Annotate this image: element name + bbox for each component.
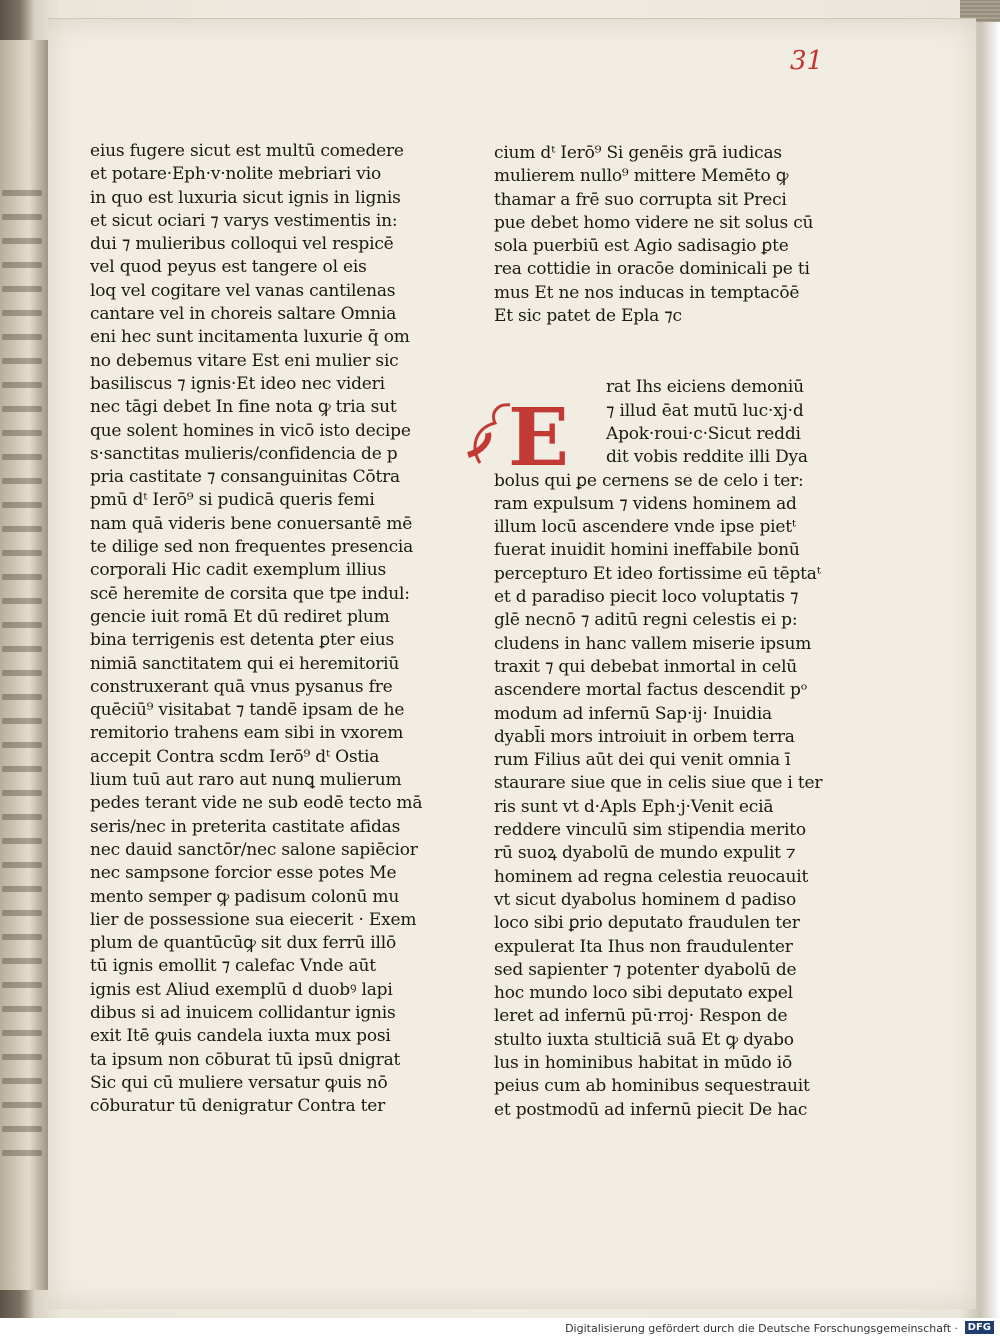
- text-line: glē necnō ⁊ aditū regni celestis ei p:: [494, 610, 798, 631]
- text-line: ⁊ illud ēat mutū luc·xj·d: [606, 400, 804, 421]
- text-line: cantare vel in choreis saltare Omnia: [90, 304, 397, 325]
- text-line: eius fugere sicut est multū comedere: [90, 141, 404, 161]
- funding-credit: Digitalisierung gefördert durch die Deutsche Forschungsgemeinschaft ·: [565, 1322, 958, 1335]
- text-line: rū suoꝝ dyabolū de mundo expulit ⁊: [494, 843, 796, 864]
- text-line: fuerat inuidit homini ineffabile bonū: [494, 540, 800, 561]
- text-line: ignis est Aliud exemplū d duobꝰ lapi: [90, 979, 393, 1000]
- text-line: ris sunt vt d·Apls Eph·j·Venit eciā: [494, 796, 774, 817]
- right-column-bottom-block: [494, 470, 834, 1122]
- text-line: bolus qui ꝑe cernens se de celo i ter:: [494, 470, 804, 491]
- text-line: pria castitate ⁊ consanguinitas Cōtra: [90, 467, 400, 488]
- text-line: vt sicut dyabolus hominem d padiso: [494, 889, 797, 910]
- text-line: gencie iuit romā Et dū rediret plum: [90, 606, 390, 627]
- text-line: ram expulsum ⁊ videns hominem ad: [494, 493, 797, 514]
- text-line: pedes terant vide ne sub eodē tecto mā: [90, 793, 423, 814]
- text-line: illum locū ascendere vnde ipse pietᵗ: [494, 517, 796, 538]
- text-line: s·sanctitas mulieris/confidencia de p: [90, 443, 398, 464]
- text-line: mento semper ꝙ padisum colonū mu: [90, 886, 400, 907]
- text-line: Et sic patet de Epla ⁊c: [494, 306, 682, 327]
- text-column-left: [90, 140, 460, 1118]
- text-line: dibus si ad inuicem collidantur ignis: [90, 1002, 396, 1023]
- text-line: exit Itē ꝙuis candela iuxta mux posi: [90, 1026, 391, 1047]
- text-line: te dilige sed non frequentes presencia: [90, 537, 414, 558]
- text-line: accepit Contra scdm Ierō⁹ dᵗ Ostia: [90, 746, 380, 767]
- text-line: sed sapienter ⁊ potenter dyabolū de: [494, 959, 797, 980]
- text-line: percepturo Et ideo fortissime eū tēptaᵗ: [494, 563, 821, 584]
- text-line: seris/nec in preterita castitate afidas: [90, 816, 401, 837]
- text-line: eni hec sunt incitamenta luxurie q̄ om: [90, 327, 410, 348]
- text-line: vel quod peyus est tangere ol eis: [90, 257, 367, 278]
- text-line: nimiā sanctitatem qui ei heremitoriū: [90, 653, 400, 674]
- text-line: reddere vinculū sim stipendia merito: [494, 820, 806, 841]
- text-line: lium tuū aut raro aut nunꝗ mulierum: [90, 770, 402, 791]
- text-line: loco sibi ꝑrio deputato fraudulen ter: [494, 913, 800, 934]
- text-line: leret ad infernū pū·rroj· Respon de: [494, 1006, 788, 1027]
- text-line: cium dᵗ Ierō⁹ Si genēis grā iudicas: [494, 143, 782, 163]
- text-line: modum ad infernū Sap·ij· Inuidia: [494, 703, 772, 724]
- text-line: remitorio trahens eam sibi in vxorem: [90, 723, 404, 744]
- dfg-logo: DFG: [965, 1321, 994, 1334]
- text-line: nec tāgi debet In fine nota ꝙ tria sut: [90, 397, 397, 418]
- text-line: no debemus vitare Est eni mulier sic: [90, 350, 399, 371]
- text-line: thamar a frē suo corrupta sit Preci: [494, 189, 787, 210]
- text-line: nec dauid sanctōr/nec salone sapiēcior: [90, 839, 418, 860]
- text-line: expulerat Ita Ihus non fraudulenter: [494, 936, 793, 957]
- text-line: quēciū⁹ visitabat ⁊ tandē ipsam de he: [90, 700, 405, 721]
- text-line: traxit ⁊ qui debebat inmortal in celū: [494, 656, 798, 677]
- text-line: sola puerbiū est Agio sadisagio ꝑte: [494, 236, 789, 257]
- drop-initial-letter: E: [508, 390, 569, 484]
- text-line: dit vobis reddite illi Dya: [606, 447, 808, 468]
- text-line: ta ipsum non cōburat tū ipsū dnigrat: [90, 1049, 401, 1070]
- text-line: et d paradiso piecit loco voluptatis ⁊: [494, 587, 799, 608]
- section-gap: [494, 328, 834, 376]
- text-line: dyabl̄i mors introiuit in orbem terra: [494, 726, 795, 747]
- text-line: nam quā videris bene conuersantē mē: [90, 513, 413, 534]
- text-line: plum de quantūcūꝙ sit dux ferrū illō: [90, 933, 396, 954]
- text-line: dui ⁊ mulieribus colloqui vel respicē: [90, 234, 394, 255]
- text-line: et potare·Eph·v·nolite mebriari vio: [90, 164, 381, 185]
- text-line: Sic qui cū muliere versatur ꝙuis nō: [90, 1072, 388, 1093]
- text-line: hoc mundo loco sibi deputato expel: [494, 983, 793, 1004]
- text-line: scē heremite de corsita que tpe indul:: [90, 583, 410, 604]
- text-line: basiliscus ⁊ ignis·Et ideo nec videri: [90, 373, 385, 394]
- text-line: que solent homines in vicō isto decipe: [90, 420, 411, 441]
- text-line: peius cum ab hominibus sequestrauit: [494, 1076, 810, 1097]
- text-line: lus in hominibus habitat in mūdo iō: [494, 1052, 793, 1073]
- text-line: nec sampsone forcior esse potes Me: [90, 863, 397, 884]
- text-line: rea cottidie in oracōe dominicali pe ti: [494, 259, 810, 280]
- text-line: cludens in hanc vallem miserie ipsum: [494, 633, 812, 654]
- facing-page-edge: [0, 40, 50, 1290]
- text-line: stulto iuxta stulticiā suā Et ꝙ dyabo: [494, 1029, 794, 1050]
- text-line: cōburatur tū denigratur Contra ter: [90, 1096, 386, 1117]
- footer-bar: [0, 1318, 1000, 1341]
- text-line: pue debet homo videre ne sit solus cū: [494, 212, 814, 233]
- text-line: ascendere mortal factus descendit pᵒ: [494, 680, 808, 701]
- text-line: mulierem nullo⁹ mittere Memēto ꝙ: [494, 166, 789, 187]
- text-line: rum Filius aūt dei qui venit omnia ī: [494, 750, 791, 771]
- text-line: rat Ihs eiciens demoniū: [606, 377, 804, 398]
- text-line: tū ignis emollit ⁊ calefac Vnde aūt: [90, 956, 376, 977]
- text-line: Apok·roui·c·Sicut reddi: [606, 423, 801, 444]
- text-line: in quo est luxuria sicut ignis in lignis: [90, 187, 401, 208]
- text-line: bina terrigenis est detenta ꝑter eius: [90, 630, 395, 651]
- text-column-right: [494, 142, 834, 1122]
- text-line: et postmodū ad infernū piecit De hac: [494, 1099, 808, 1120]
- folio-number: 31: [790, 46, 824, 76]
- text-line: corporali Hic cadit exemplum illius: [90, 560, 386, 581]
- text-line: pmū dᵗ Ierō⁹ si pudicā queris femi: [90, 490, 375, 511]
- text-line: lier de possessione sua eiecerit · Exem: [90, 909, 417, 930]
- text-line: mus Et ne nos inducas in temptacōē: [494, 282, 800, 303]
- right-column-top-block: [494, 142, 834, 328]
- text-line: hominem ad regna celestia reuocauit: [494, 866, 809, 887]
- text-line: construxerant quā vnus pysanus fre: [90, 676, 393, 697]
- drop-initial: [460, 390, 570, 484]
- text-line: loq vel cogitare vel vanas cantilenas: [90, 280, 396, 301]
- text-line: staurare siue que in celis siue que i ter: [494, 773, 823, 794]
- text-line: et sicut ociari ⁊ varys vestimentis in:: [90, 210, 398, 231]
